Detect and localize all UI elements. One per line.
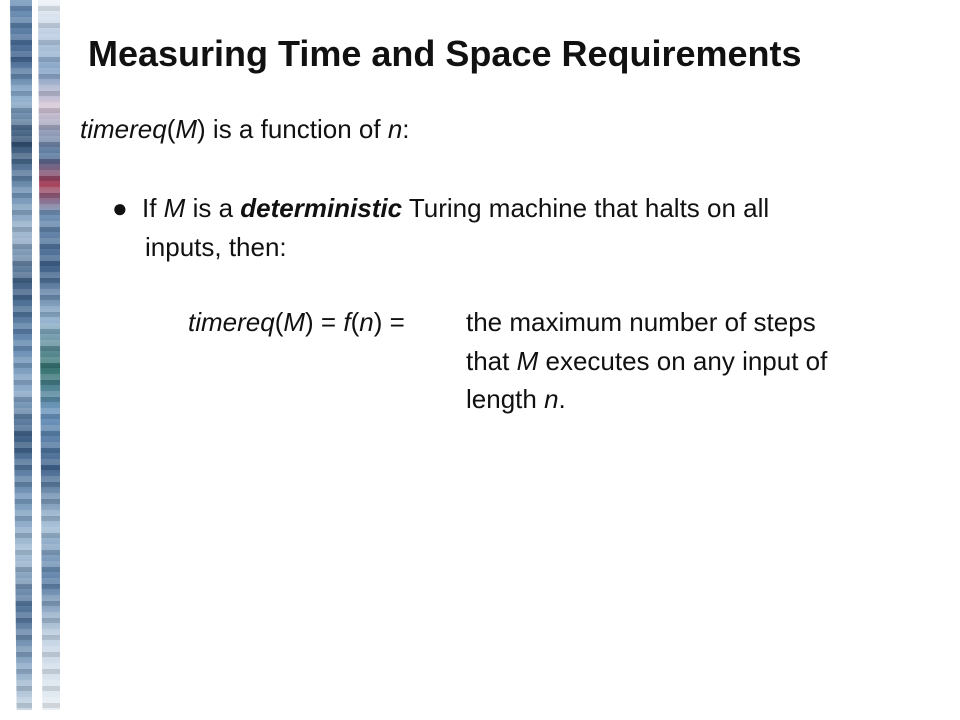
bullet-continuation: inputs, then: <box>145 232 287 262</box>
definition-line-2: that M executes on any input of <box>466 346 828 376</box>
definition-line-3: length n. <box>466 384 566 414</box>
decorative-border-strip-right <box>38 0 60 710</box>
decorative-border-strip-left <box>10 0 32 710</box>
intro-line: timereq(M) is a function of n: <box>80 114 410 144</box>
slide-title: Measuring Time and Space Requirements <box>88 33 802 74</box>
bullet-line: ● If M is a deterministic Turing machine that halts on all <box>112 193 770 223</box>
formula: timereq(M) = f(n) = <box>188 307 405 337</box>
emphasis-term: deterministic <box>240 193 403 223</box>
bullet-icon: ● <box>112 193 128 223</box>
definition-line-1: the maximum number of steps <box>466 307 816 337</box>
